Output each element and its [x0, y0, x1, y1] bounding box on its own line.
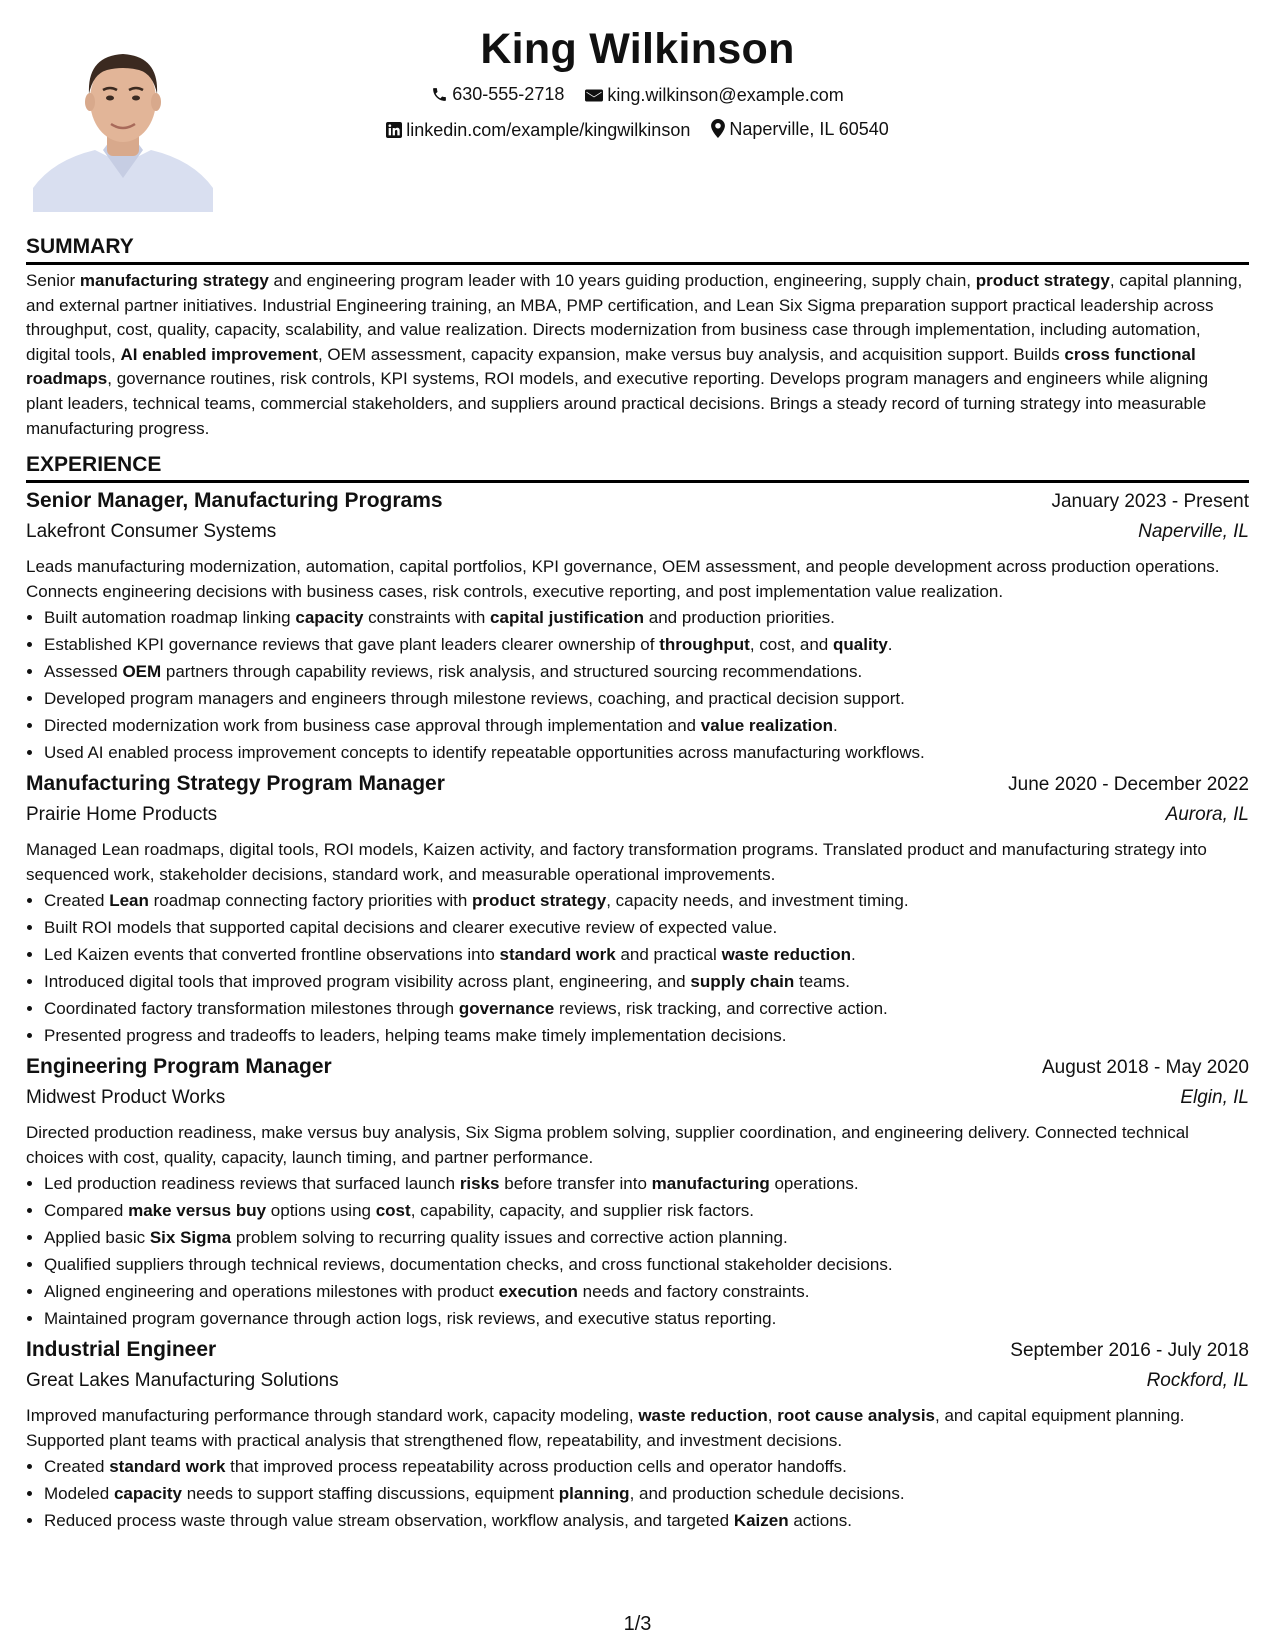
experience-heading: EXPERIENCE — [26, 451, 1249, 483]
map-pin-icon — [711, 119, 725, 138]
contact-row-2 — [230, 113, 1045, 149]
text-run: , — [767, 1406, 778, 1425]
text-run: problem solving to recurring quality issues and corrective action planning. — [231, 1228, 788, 1247]
bullet-item — [44, 968, 1249, 995]
job-entry — [26, 489, 1249, 766]
bullet-item — [44, 914, 1249, 941]
bullet-item — [44, 1507, 1249, 1534]
text-run: Improved manufacturing performance through standard work, capacity modeling, — [26, 1406, 639, 1425]
bold-text: cost — [375, 1201, 411, 1220]
text-run: , capacity needs, and investment timing. — [606, 891, 909, 910]
text-run: Established KPI governance reviews that gave plant leaders clearer ownership of — [44, 635, 660, 654]
text-run: Led production readiness reviews that surfaced launch — [44, 1174, 460, 1193]
job-title: Senior Manager, Manufacturing Programs — [26, 489, 443, 512]
bullet-item — [44, 631, 1249, 658]
text-run: Introduced digital tools that improved program visibility across plant, engineering, and — [44, 972, 691, 991]
job-entry — [26, 772, 1249, 1049]
job-title: Manufacturing Strategy Program Manager — [26, 772, 445, 795]
text-run: , and production schedule decisions. — [629, 1484, 905, 1503]
job-location: Rockford, IL — [1146, 1370, 1249, 1391]
job-description — [26, 1404, 1249, 1453]
text-run: , and capital equipment planning. Supported plant teams with practical analysis that strengthened flow, repeatability, and investment decisions. — [26, 1406, 1185, 1450]
bullet-item — [44, 712, 1249, 739]
text-run: options using — [266, 1201, 376, 1220]
bold-text: standard work — [109, 1457, 226, 1476]
bullet-item — [44, 1197, 1249, 1224]
job-title: Engineering Program Manager — [26, 1055, 332, 1078]
bullet-item — [44, 1305, 1249, 1332]
bold-text: quality — [833, 635, 888, 654]
bold-text: manufacturing strategy — [79, 271, 269, 290]
job-description: Directed production readiness, make versus buy analysis, Six Sigma problem solving, supplier coordination, and engineering delivery. Connected technical choices with cost, quality, capacity, launch timing, and partner performance. — [26, 1123, 1189, 1167]
text-run: . — [850, 945, 856, 964]
text-run: Reduced process waste through value stream observation, workflow analysis, and targeted — [44, 1511, 734, 1530]
candidate-name: King Wilkinson — [480, 25, 795, 73]
bullet-item — [44, 739, 1249, 766]
text-run: Compared — [44, 1201, 129, 1220]
text-run: constraints with — [363, 608, 491, 627]
bullet-item — [44, 1480, 1249, 1507]
bold-text: capacity — [113, 1484, 182, 1503]
job-bullets — [26, 1170, 1249, 1332]
job-dates: August 2018 - May 2020 — [1041, 1057, 1249, 1078]
bold-text: waste reduction — [721, 945, 851, 964]
bullet-item — [44, 1022, 1249, 1049]
text-run: Developed program managers and engineers through milestone reviews, coaching, and practical decision support. — [44, 689, 905, 708]
company-name: Midwest Product Works — [26, 1087, 226, 1108]
text-run: roadmap connecting factory priorities with — [148, 891, 473, 910]
email-text: king.wilkinson@example.com — [607, 85, 844, 105]
job-bullets — [26, 887, 1249, 1049]
bold-text: value realization — [700, 716, 834, 735]
text-run: partners through capability reviews, risk analysis, and structured sourcing recommendations. — [161, 662, 863, 681]
text-run: . — [887, 635, 893, 654]
bold-text: cross functional roadmaps — [26, 344, 1196, 389]
company-name: Lakefront Consumer Systems — [26, 521, 277, 542]
text-run: actions. — [788, 1511, 852, 1530]
bold-text: OEM — [122, 662, 162, 681]
bullet-item — [44, 995, 1249, 1022]
page-number: 1/3 — [623, 1613, 652, 1635]
text-run: Built ROI models that supported capital decisions and clearer executive review of expected value. — [44, 918, 778, 937]
text-run: Maintained program governance through action logs, risk reviews, and executive status reporting. — [44, 1309, 777, 1328]
phone-contact — [431, 78, 564, 110]
bold-text: standard work — [499, 945, 616, 964]
text-run: Built automation roadmap linking — [44, 608, 296, 627]
bullet-item — [44, 941, 1249, 968]
text-run: , governance routines, risk controls, KPI systems, ROI models, and executive reporting. Develops program managers and engineers while aligning plant leaders, technical teams, commercial stakeholders, and suppliers around practical decisions. Brings a steady record of turning strategy into measurable manufacturing progress. — [26, 369, 1209, 438]
job-location: Aurora, IL — [1165, 804, 1249, 825]
bold-text: capacity — [295, 608, 364, 627]
summary-section — [26, 233, 1249, 441]
text-run: Assessed — [44, 662, 123, 681]
bold-text: make versus buy — [128, 1201, 267, 1220]
summary-heading: SUMMARY — [26, 233, 1249, 265]
location-text: Naperville, IL 60540 — [729, 118, 889, 139]
text-run: Coordinated factory transformation milestones through — [44, 999, 459, 1018]
linkedin-contact[interactable] — [386, 114, 690, 146]
bold-text: execution — [498, 1282, 578, 1301]
text-run: Senior — [26, 271, 80, 290]
bold-text: AI enabled improvement — [120, 344, 318, 364]
bold-text: product strategy — [975, 271, 1110, 290]
text-run: and practical — [615, 945, 722, 964]
job-description: Managed Lean roadmaps, digital tools, ROI models, Kaizen activity, and factory transformation programs. Translated product and manufacturing strategy into sequenced work, stakeholder decisions, standard work, and measurable operational improvements. — [26, 840, 1207, 884]
experience-section — [26, 451, 1249, 1534]
location-contact — [711, 113, 888, 145]
envelope-icon — [585, 88, 603, 103]
text-run: , capability, capacity, and supplier risk factors. — [410, 1201, 754, 1220]
bold-text: risks — [459, 1174, 500, 1193]
job-dates: January 2023 - Present — [1051, 491, 1249, 512]
bold-text: root cause analysis — [777, 1406, 936, 1425]
profile-photo-graphic — [33, 38, 213, 212]
text-run: before transfer into — [499, 1174, 652, 1193]
bold-text: capital justification — [490, 608, 645, 627]
resume-header — [230, 20, 1045, 148]
text-run: Created — [44, 1457, 110, 1476]
text-run: , capital planning, and external partner initiatives. Industrial Engineering training, an MBA, PMP certification, and Lean Six Sigma preparation support practical leadership across throughput, cost, quality, capacity, scalability, and value realization. Directs modernization from business case through implementation, including automation, digital tools, — [26, 271, 1243, 364]
phone-icon — [431, 86, 448, 103]
text-run: Applied basic — [44, 1228, 150, 1247]
text-run: reviews, risk tracking, and corrective action. — [554, 999, 888, 1018]
job-description: Leads manufacturing modernization, automation, capital portfolios, KPI governance, OEM assessment, and people development across production operations. Connects engineering decisions with business cases, risk controls, executive reporting, and post implementation value realization. — [26, 557, 1220, 601]
text-run: needs and factory constraints. — [577, 1282, 810, 1301]
text-run: teams. — [794, 972, 851, 991]
bold-text: Lean — [109, 891, 149, 910]
bold-text: governance — [458, 999, 555, 1018]
bold-text: product strategy — [472, 891, 607, 910]
bold-text: waste reduction — [638, 1406, 768, 1425]
bold-text: Kaizen — [733, 1511, 789, 1530]
company-name: Prairie Home Products — [26, 804, 218, 825]
bold-text: throughput — [659, 635, 750, 654]
text-run: Directed modernization work from business case approval through implementation and — [44, 716, 701, 735]
text-run: . — [833, 716, 838, 735]
bullet-item — [44, 1278, 1249, 1305]
text-run: Aligned engineering and operations milestones with product — [44, 1282, 499, 1301]
contact-row-1 — [230, 78, 1045, 113]
job-bullets — [26, 1453, 1249, 1534]
bold-text: manufacturing — [651, 1174, 770, 1193]
profile-photo — [33, 38, 213, 212]
bullet-item — [44, 685, 1249, 712]
email-contact[interactable] — [585, 79, 843, 111]
bullet-item — [44, 1453, 1249, 1480]
text-run: Led Kaizen events that converted frontline observations into — [44, 945, 500, 964]
text-run: needs to support staffing discussions, equipment — [181, 1484, 559, 1503]
bold-text: Six Sigma — [149, 1228, 232, 1247]
job-bullets — [26, 604, 1249, 766]
bullet-item — [44, 1170, 1249, 1197]
company-name: Great Lakes Manufacturing Solutions — [26, 1370, 339, 1391]
text-run: Presented progress and tradeoffs to leaders, helping teams make timely implementation decisions. — [44, 1026, 787, 1045]
bullet-item — [44, 887, 1249, 914]
text-run: operations. — [769, 1174, 859, 1193]
text-run: and production priorities. — [644, 608, 835, 627]
text-run: , OEM assessment, capacity expansion, make versus buy analysis, and acquisition support. Builds — [317, 344, 1065, 364]
bold-text: supply chain — [690, 972, 795, 991]
job-entry — [26, 1338, 1249, 1534]
bold-text: planning — [558, 1484, 630, 1503]
summary-text — [26, 269, 1249, 441]
job-dates: June 2020 - December 2022 — [1008, 774, 1249, 795]
job-dates: September 2016 - July 2018 — [1010, 1340, 1249, 1361]
text-run: and engineering program leader with 10 years guiding production, engineering, supply chain, — [268, 271, 976, 290]
linkedin-text: linkedin.com/example/kingwilkinson — [406, 120, 691, 140]
job-title: Industrial Engineer — [26, 1338, 217, 1361]
text-run: , cost, and — [749, 635, 833, 654]
text-run: Qualified suppliers through technical reviews, documentation checks, and cross functional stakeholder decisions. — [44, 1255, 893, 1274]
bullet-item — [44, 604, 1249, 631]
bullet-item — [44, 658, 1249, 685]
job-entry — [26, 1055, 1249, 1332]
bullet-item — [44, 1224, 1249, 1251]
job-location: Elgin, IL — [1180, 1087, 1249, 1108]
phone-text: 630-555-2718 — [452, 84, 565, 104]
text-run: Modeled — [44, 1484, 114, 1503]
text-run: Used AI enabled process improvement concepts to identify repeatable opportunities across manufacturing workflows. — [44, 743, 925, 762]
text-run: Created — [44, 891, 110, 910]
linkedin-icon — [386, 122, 402, 138]
text-run: that improved process repeatability across production cells and operator handoffs. — [225, 1457, 847, 1476]
bullet-item — [44, 1251, 1249, 1278]
job-location: Naperville, IL — [1138, 521, 1249, 542]
